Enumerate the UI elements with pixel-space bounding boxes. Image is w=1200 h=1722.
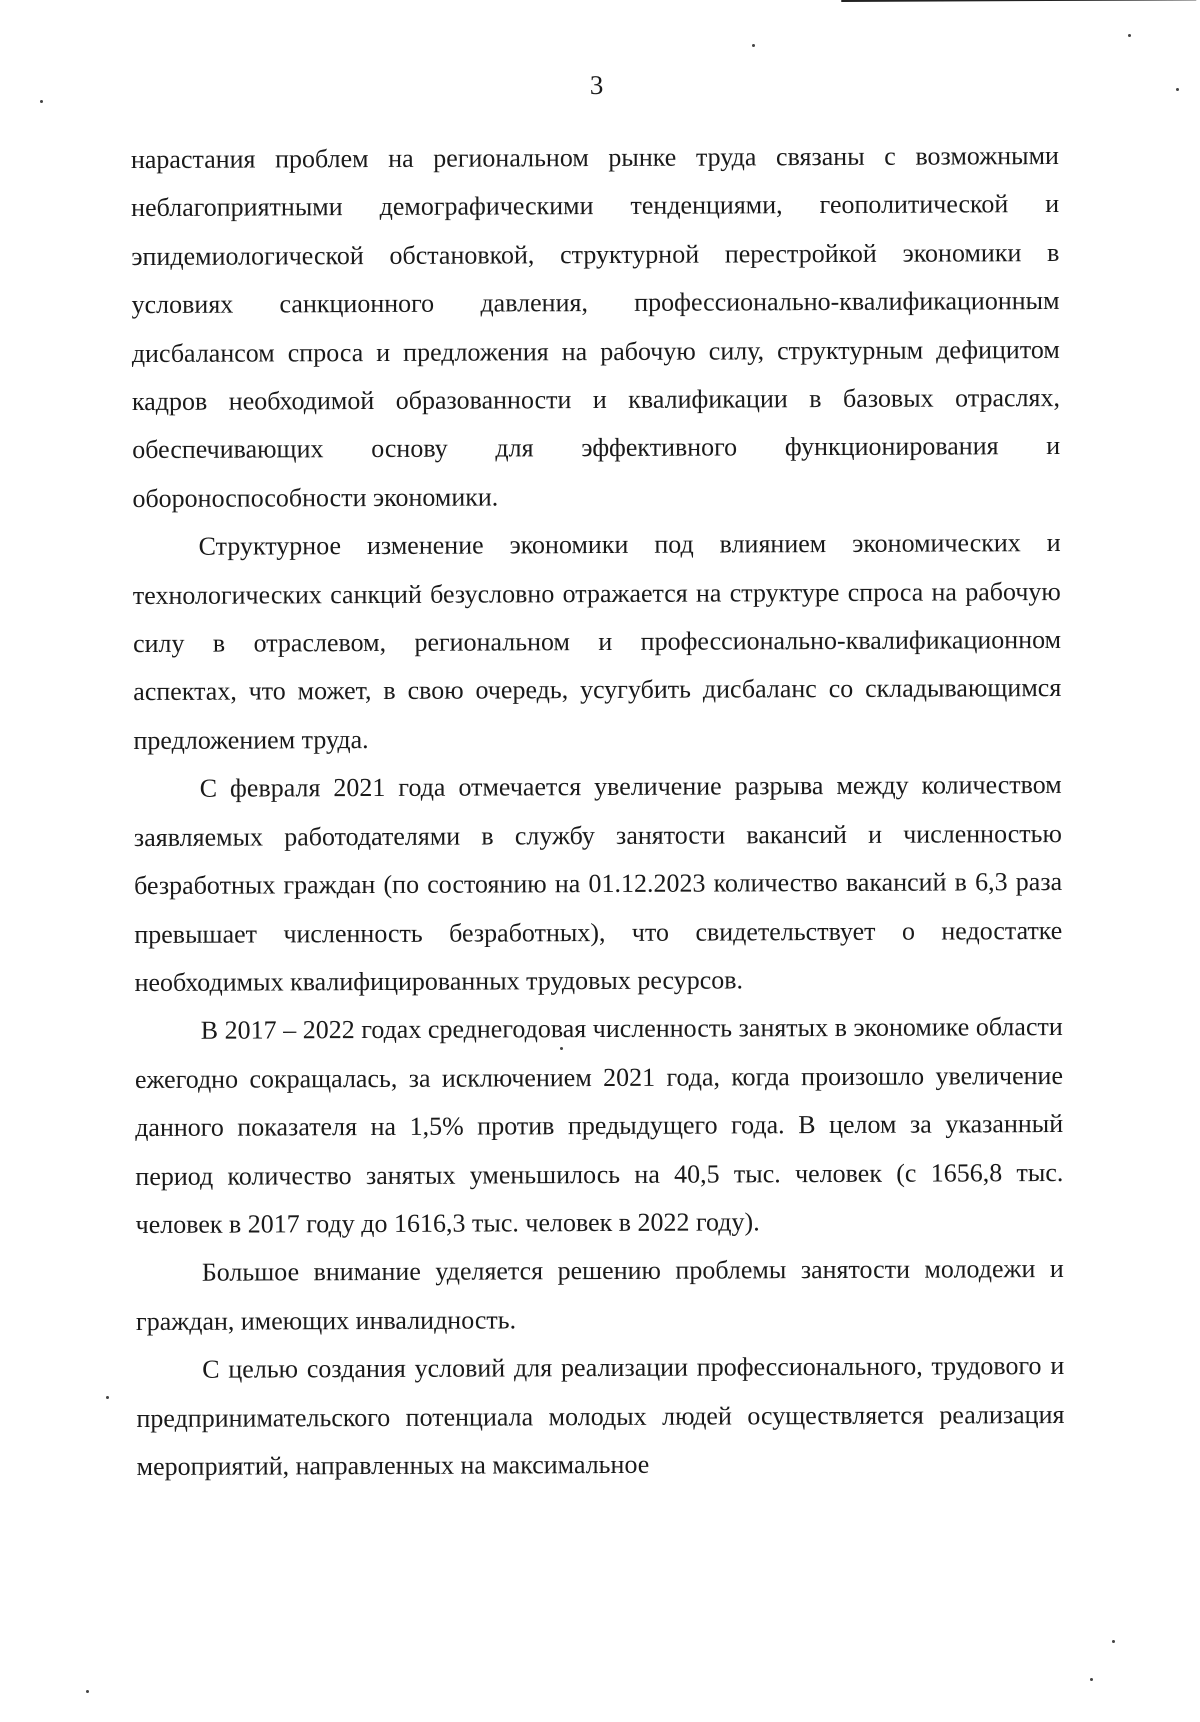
paragraph-3: С февраля 2021 года отмечается увеличение разрыва между количеством заявляемых работодателями в службу занятости вакансий и численностью безработных граждан (по состоянию на 01.12.2023 количество вакансий в 6,3 раза превышает численность безработных), что свидетельствует о недостатке необходимых квалифицированных трудовых ресурсов. — [133, 770, 1063, 997]
scan-speck — [40, 100, 43, 103]
paragraph-1: нарастания проблем на региональном рынке труда связаны с возможными неблагоприятными демографическими тенденциями, геополитической и эпидемиологической обстановкой, структурной перестройкой экономики в условиях санкционного давления, профессионально-квалификационным дисбалансом спроса и предложения на рабочую силу, структурным дефицитом кадров необходимой образованности и квалификации в базовых отраслях, обеспечивающих основу для эффективного функционирования и обороноспособности экономики. — [130, 140, 1061, 513]
header-rule — [841, 0, 1196, 2]
scan-speck — [1112, 1640, 1115, 1643]
paragraph-2: Структурное изменение экономики под влиянием экономических и технологических санкций безусловно отражается на структуре спроса на рабочую силу в отраслевом, региональном и профессионально-квалификационном аспектах, что может, в свою очередь, усугубить дисбаланс со складывающимся предложением труда. — [132, 528, 1062, 755]
body-text — [131, 132, 1065, 1491]
scan-speck — [560, 1047, 563, 1050]
scan-speck — [86, 1690, 89, 1693]
scan-speck — [752, 44, 755, 47]
paragraph-6: С целью создания условий для реализации профессионального, трудового и предпринимательского потенциала молодых людей осуществляется реализация мероприятий, направленных на максимальное — [136, 1351, 1065, 1481]
paragraph-5: Большое внимание уделяется решению проблемы занятости молодежи и граждан, имеющих инвалидность. — [135, 1254, 1064, 1336]
paragraph-4: В 2017 – 2022 годах среднегодовая численность занятых в экономике области ежегодно сокращалась, за исключением 2021 года, когда произошло увеличение данного показателя на 1,5% против предыдущего года. В целом за указанный период количество занятых уменьшилось на 40,5 тыс. человек (с 1656,8 тыс. человек в 2017 году до 1616,3 тыс. человек в 2022 году). — [134, 1012, 1064, 1239]
scan-speck — [1176, 88, 1179, 91]
scan-speck — [1090, 1678, 1093, 1681]
page-number: 3 — [589, 69, 604, 101]
scan-speck — [106, 1396, 109, 1399]
scan-speck — [1128, 34, 1131, 37]
